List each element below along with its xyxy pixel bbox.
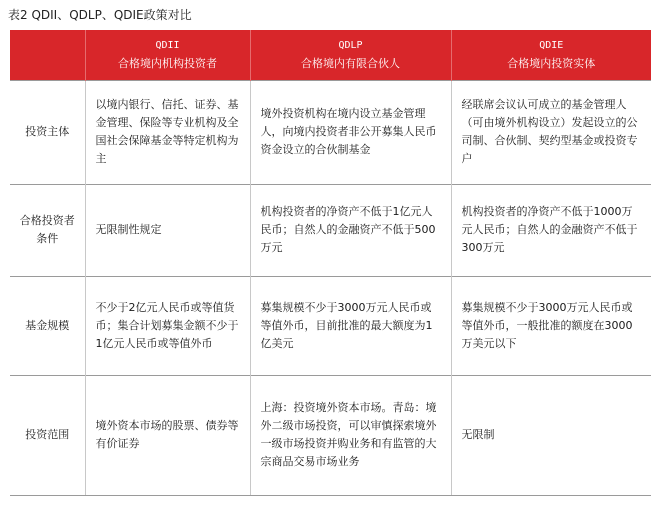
policy-comparison-table xyxy=(10,30,651,496)
cell-qdlp: 机构投资者的净资产不低于1亿元人民币；自然人的金融资产不低于500万元 xyxy=(250,184,451,276)
header-qdlp-desc: 合格境内有限合伙人 xyxy=(301,56,400,70)
row-label: 投资范围 xyxy=(10,375,85,495)
row-label: 投资主体 xyxy=(10,80,85,184)
header-qdii-desc: 合格境内机构投资者 xyxy=(118,56,217,70)
table-row-investment-scope xyxy=(10,375,651,495)
header-qdii-code: QDII xyxy=(155,39,180,51)
header-qdlp-code: QDLP xyxy=(338,39,363,51)
cell-qdie: 无限制 xyxy=(451,375,651,495)
cell-qdii: 无限制性规定 xyxy=(85,184,250,276)
table-row-qualified-investor xyxy=(10,184,651,276)
table-row-investment-entity xyxy=(10,80,651,184)
header-qdlp xyxy=(250,30,451,80)
cell-qdie: 募集规模不少于3000万元人民币或等值外币，一般批准的额度在3000万美元以下 xyxy=(451,276,651,375)
header-corner-cell xyxy=(10,30,85,80)
cell-qdii: 不少于2亿元人民币或等值货币；集合计划募集金额不少于1亿元人民币或等值外币 xyxy=(85,276,250,375)
header-qdie-desc: 合格境内投资实体 xyxy=(507,56,596,70)
cell-qdii: 以境内银行、信托、证券、基金管理、保险等专业机构及全国社会保障基金等特定机构为主 xyxy=(85,80,250,184)
cell-qdii: 境外资本市场的股票、债券等有价证券 xyxy=(85,375,250,495)
header-qdie-code: QDIE xyxy=(539,39,564,51)
row-label: 基金规模 xyxy=(10,276,85,375)
table-caption: 表2 QDII、QDLP、QDIE政策对比 xyxy=(8,8,192,22)
header-qdii xyxy=(85,30,250,80)
cell-qdlp: 境外投资机构在境内设立基金管理人，向境内投资者非公开募集人民币资金设立的合伙制基金 xyxy=(250,80,451,184)
table-row-fund-size xyxy=(10,276,651,375)
header-qdie xyxy=(451,30,651,80)
cell-qdlp: 募集规模不少于3000万元人民币或等值外币，目前批准的最大额度为1亿美元 xyxy=(250,276,451,375)
row-label: 合格投资者条件 xyxy=(10,184,85,276)
cell-qdlp: 上海：投资境外资本市场。青岛：境外二级市场投资，可以审慎探索境外一级市场投资并购业务和有监管的大宗商品交易市场业务 xyxy=(250,375,451,495)
cell-qdie: 经联席会议认可成立的基金管理人（可由境外机构设立）发起设立的公司制、合伙制、契约型基金或投资专户 xyxy=(451,80,651,184)
cell-qdie: 机构投资者的净资产不低于1000万元人民币；自然人的金融资产不低于300万元 xyxy=(451,184,651,276)
table-header-row xyxy=(10,30,651,80)
